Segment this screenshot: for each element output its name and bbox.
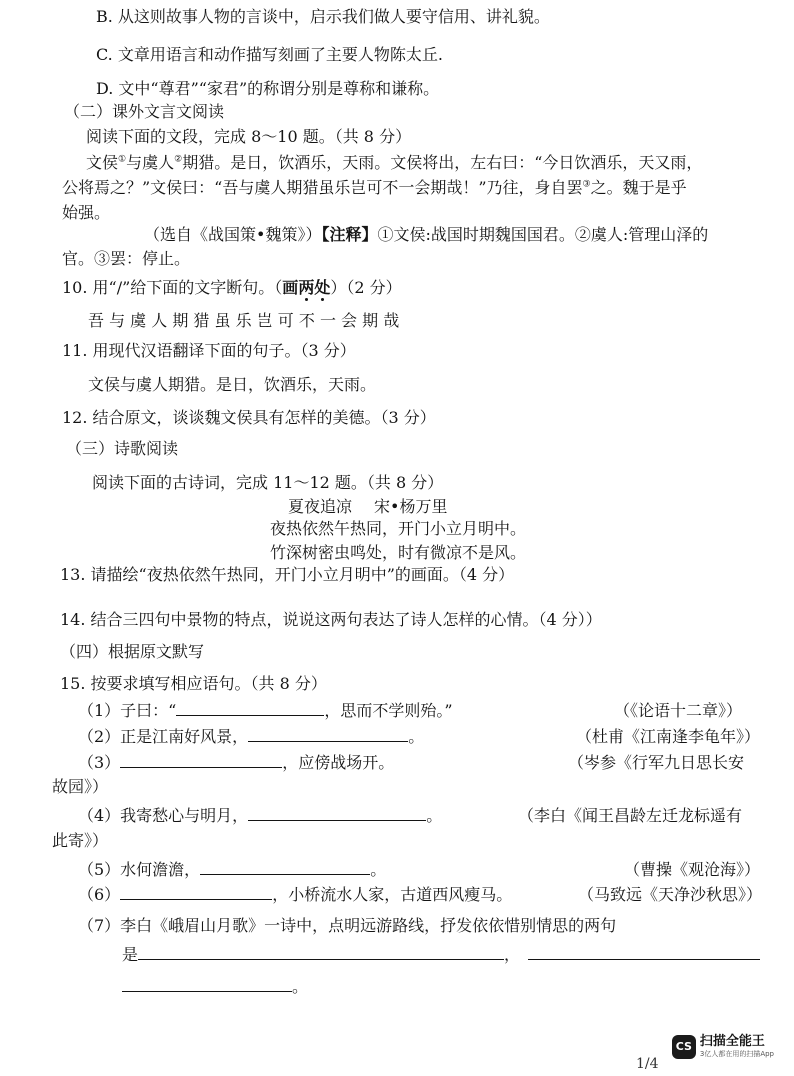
item-separator: ， [504, 945, 521, 964]
q15-item-5 [78, 859, 386, 881]
q9-option-b: B. 从这则故事人物的言谈中，启示我们做人要守信用、讲礼貌。 [96, 7, 550, 26]
q11-sentence: 文侯与虞人期猎。是日，饮酒乐，天雨。 [88, 375, 377, 394]
q15-stem: 15. 按要求填写相应语句。（共 8 分） [60, 674, 327, 693]
q11-stem: 11. 用现代汉语翻译下面的句子。（3 分） [62, 341, 356, 360]
q15-item-5-source: （曹操《观沧海》） [624, 860, 761, 879]
q10-text: 10. 用“/”给下面的文字断句。（ [62, 278, 283, 297]
section2-intro: 阅读下面的文段，完成 8～10 题。（共 8 分） [86, 127, 412, 146]
passage-text: 公将焉之？”文侯曰：“吾与虞人期猎虽乐岂可不一会期哉！”乃往，身自罢 [62, 178, 583, 197]
answer-blank[interactable] [120, 884, 272, 900]
poem-line-1: 夜热依然午热同，开门小立月明中。 [270, 519, 527, 538]
q15-item-7-line-1 [122, 944, 760, 966]
poem-title-text: 夏夜追凉 [288, 497, 353, 516]
poem-author: 宋•杨万里 [374, 497, 448, 516]
passage-source [144, 224, 708, 246]
emph-char-dotted: 处 [314, 278, 331, 297]
item-prefix: （1）子曰：“ [78, 701, 177, 720]
footnote-mark: ② [174, 154, 183, 165]
note-label: 【注释】 [321, 225, 378, 244]
q9-option-c: C. 文章用语言和动作描写刻画了主要人物陈太丘. [96, 45, 443, 64]
q15-item-3 [78, 752, 394, 774]
q15-item-4-source-cont: 此寄》） [52, 831, 109, 850]
answer-blank[interactable] [248, 805, 426, 821]
item-suffix: 。 [292, 977, 309, 996]
footnote-mark: ① [118, 154, 127, 165]
source-text: （选自《战国策•魏策》） [144, 225, 322, 244]
q10-emphasis [282, 278, 330, 297]
scanner-watermark [672, 1034, 774, 1059]
note-text: ①文侯:战国时期魏国国君。②虞人:管理山泽的 [377, 225, 709, 244]
q15-item-7-line-2 [122, 976, 308, 998]
q15-item-2 [78, 726, 424, 748]
passage-line-1 [86, 152, 702, 174]
item-prefix: （4）我寄愁心与明月， [78, 806, 249, 825]
item-suffix: ，应傍战场开。 [282, 753, 395, 772]
section2-heading: （二）课外文言文阅读 [64, 102, 225, 121]
item-suffix: ，思而不学则殆。” [324, 701, 453, 720]
item-suffix: 。 [408, 727, 425, 746]
q15-item-2-source: （杜甫《江南逢李龟年》） [576, 727, 761, 746]
watermark-text [700, 1034, 774, 1059]
answer-blank[interactable] [176, 700, 324, 716]
page-footer: 1/4 [636, 1056, 659, 1072]
section3-intro: 阅读下面的古诗词，完成 11～12 题。（共 8 分） [92, 473, 444, 492]
q15-item-1 [78, 700, 453, 722]
item-prefix: 是 [122, 945, 139, 964]
camscanner-logo-icon: CS [672, 1035, 696, 1059]
q13-stem: 13. 请描绘“夜热依然午热同，开门小立月明中”的画面。（4 分） [60, 565, 515, 584]
section3-heading: （三）诗歌阅读 [66, 439, 179, 458]
emph-char-dotted: 两 [298, 278, 315, 297]
q15-item-4-source: （李白《闻王昌龄左迁龙标遥有 [518, 806, 743, 825]
passage-line-3: 始强。 [62, 203, 111, 222]
q10-text-to-punctuate: 吾 与 虞 人 期 猎 虽 乐 岂 可 不 一 会 期 哉 [88, 311, 400, 330]
passage-text: 期猎。是日，饮酒乐，天雨。文侯将出，左右曰：“今日饮酒乐，天又雨， [182, 153, 703, 172]
q12-stem: 12. 结合原文，谈谈魏文侯具有怎样的美德。（3 分） [62, 408, 436, 427]
emph-char: 画 [282, 278, 299, 297]
q15-item-4 [78, 805, 442, 827]
q10-score: ）（2 分） [330, 278, 402, 297]
passage-text: 与虞人 [126, 153, 175, 172]
footnote-mark: ③ [582, 179, 591, 190]
answer-blank[interactable] [528, 944, 760, 960]
poem-line-2: 竹深树密虫鸣处，时有微凉不是风。 [270, 543, 527, 562]
watermark-slogan: 3亿人都在用的扫描App [699, 1050, 774, 1058]
answer-blank[interactable] [122, 976, 292, 992]
q15-item-6-source: （马致远《天净沙秋思》） [578, 885, 763, 904]
watermark-app-name: 扫描全能王 [699, 1034, 765, 1049]
q9-option-d: D. 文中“尊君”“家君”的称谓分别是尊称和谦称。 [96, 79, 440, 98]
q15-item-7-stem: （7）李白《峨眉山月歌》一诗中，点明远游路线，抒发依依惜别情思的两句 [78, 916, 617, 935]
item-suffix: 。 [426, 806, 443, 825]
answer-blank[interactable] [248, 726, 408, 742]
answer-blank[interactable] [120, 752, 282, 768]
q10-stem [62, 277, 402, 299]
q14-stem: 14. 结合三四句中景物的特点，说说这两句表达了诗人怎样的心情。（4 分）） [60, 610, 602, 629]
note-continuation: 官。③罢：停止。 [62, 249, 191, 268]
item-suffix: ，小桥流水人家，古道西风瘦马。 [272, 885, 513, 904]
answer-blank[interactable] [200, 859, 370, 875]
section4-heading: （四）根据原文默写 [60, 642, 205, 661]
item-prefix: （3） [78, 753, 121, 772]
item-prefix: （6） [78, 885, 121, 904]
item-prefix: （5）水何澹澹， [78, 860, 201, 879]
q15-item-1-source: （《论语十二章》） [614, 701, 743, 720]
passage-text: 之。魏于是乎 [590, 178, 687, 197]
q15-item-3-source-cont: 故园》） [52, 777, 109, 796]
q15-item-6 [78, 884, 512, 906]
item-suffix: 。 [370, 860, 387, 879]
poem-title [288, 496, 447, 518]
answer-blank[interactable] [138, 944, 504, 960]
q15-item-3-source: （岑参《行军九日思长安 [568, 753, 745, 772]
passage-line-2 [62, 177, 687, 199]
item-prefix: （2）正是江南好风景， [78, 727, 249, 746]
passage-text: 文侯 [86, 153, 119, 172]
